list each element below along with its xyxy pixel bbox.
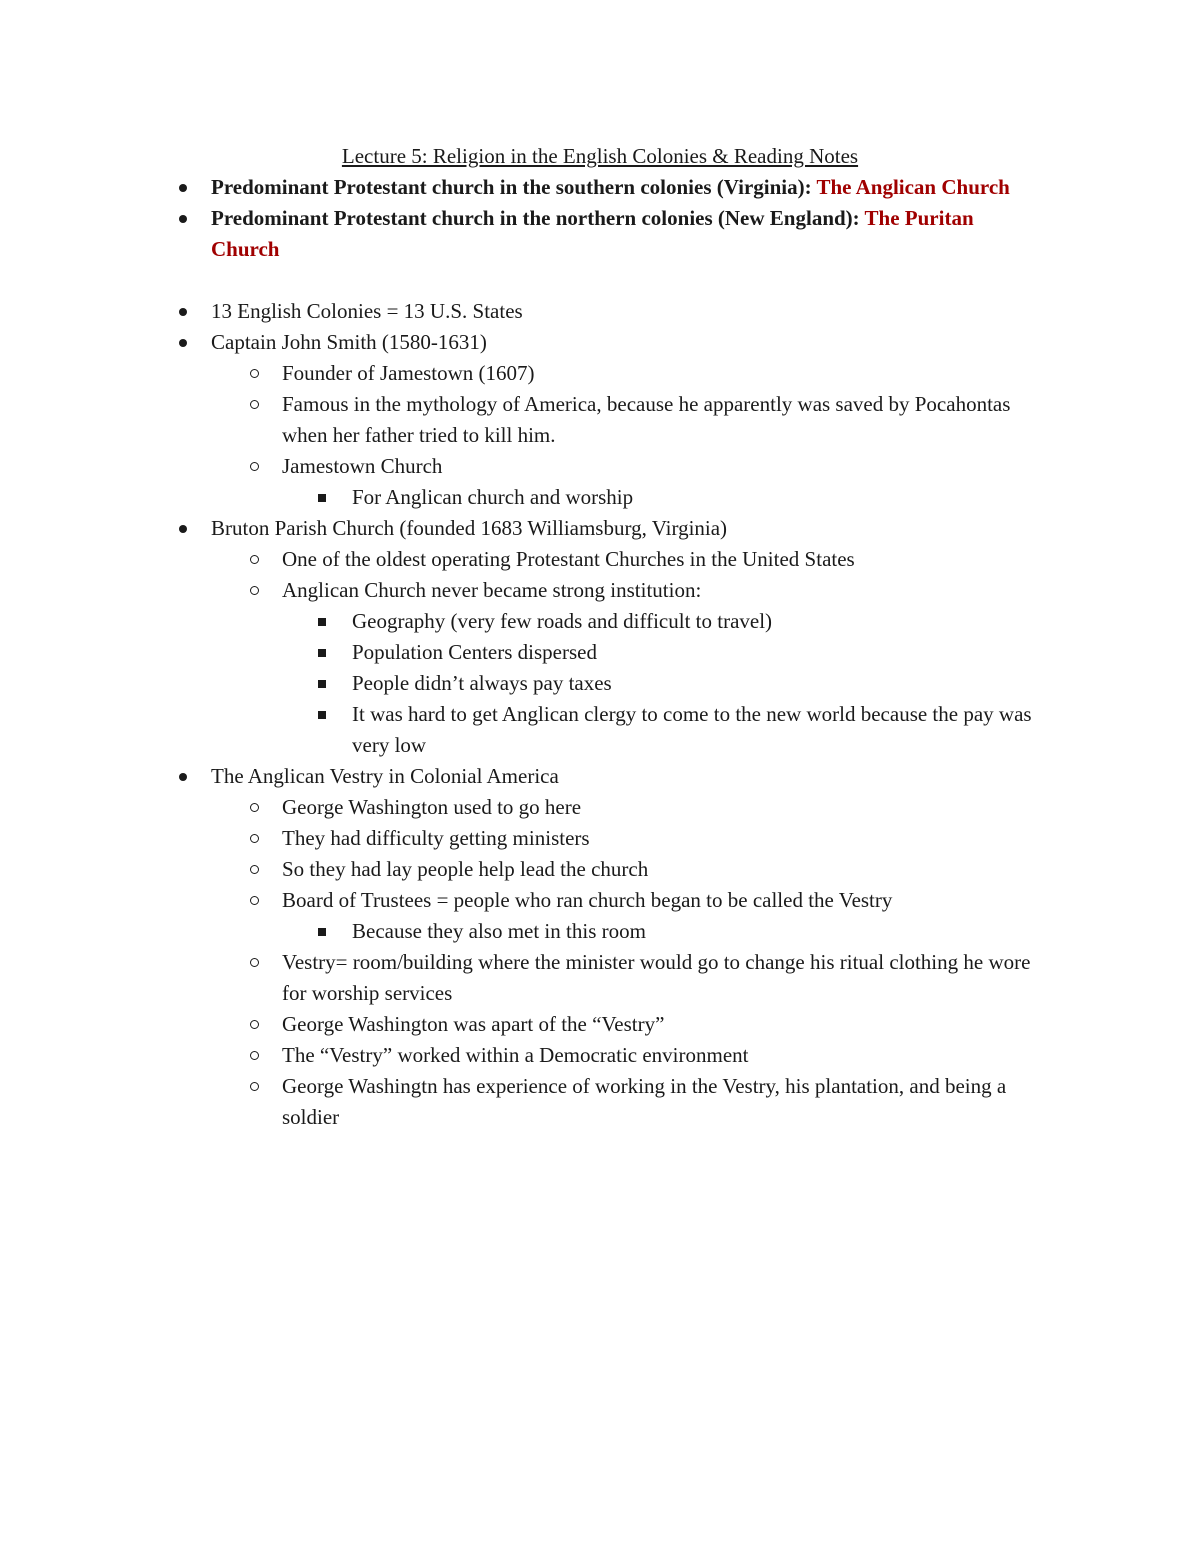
note-text: Population Centers dispersed	[352, 640, 597, 664]
note-text: It was hard to get Anglican clergy to come to the new world because the pay was very low	[352, 702, 1032, 757]
note-text: Vestry= room/building where the minister would go to change his ritual clothing he wore for worship services	[282, 950, 1031, 1005]
note-text: So they had lay people help lead the church	[282, 857, 649, 881]
square-bullet-icon	[318, 637, 326, 668]
note-text: People didn’t always pay taxes	[352, 671, 612, 695]
hollow-bullet-icon	[250, 1071, 259, 1102]
list-item	[0, 358, 1044, 389]
list-item	[0, 854, 1044, 885]
hollow-bullet-icon	[250, 451, 259, 482]
list-item	[0, 544, 1044, 575]
note-text: Captain John Smith (1580-1631)	[211, 330, 487, 354]
note-text: Board of Trustees = people who ran church began to be called the Vestry	[282, 888, 893, 912]
hollow-bullet-icon	[250, 575, 259, 606]
list-item	[0, 606, 1042, 637]
list-item	[0, 575, 1044, 606]
hollow-bullet-icon	[250, 358, 259, 389]
list-item	[0, 1009, 1044, 1040]
key-point-answer: The Anglican Church	[816, 175, 1010, 199]
filled-bullet-icon	[179, 513, 187, 544]
list-item	[0, 668, 1042, 699]
note-text: George Washingtn has experience of working in the Vestry, his plantation, and being a soldier	[282, 1074, 1007, 1129]
note-text: Founder of Jamestown (1607)	[282, 361, 535, 385]
note-text: They had difficulty getting ministers	[282, 826, 590, 850]
hollow-bullet-icon	[250, 792, 259, 823]
list-item	[0, 203, 1041, 265]
filled-bullet-icon	[179, 327, 187, 358]
list-item	[0, 885, 1044, 916]
note-text: The “Vestry” worked within a Democratic environment	[282, 1043, 749, 1067]
note-text: The Anglican Vestry in Colonial America	[211, 764, 559, 788]
square-bullet-icon	[318, 916, 326, 947]
hollow-bullet-icon	[250, 823, 259, 854]
note-text: 13 English Colonies = 13 U.S. States	[211, 299, 523, 323]
list-item	[0, 389, 1044, 451]
note-text: George Washington was apart of the “Vestry”	[282, 1012, 665, 1036]
note-text: One of the oldest operating Protestant Churches in the United States	[282, 547, 855, 571]
note-text: Anglican Church never became strong institution:	[282, 578, 702, 602]
hollow-bullet-icon	[250, 947, 259, 978]
list-item	[0, 637, 1042, 668]
list-item	[0, 172, 1041, 203]
list-item	[0, 451, 1044, 482]
key-point-answer: The Puritan Church	[211, 206, 974, 261]
list-item	[0, 792, 1044, 823]
note-text: George Washington used to go here	[282, 795, 582, 819]
hollow-bullet-icon	[250, 1040, 259, 1071]
list-item	[0, 947, 1044, 1009]
hollow-bullet-icon	[250, 885, 259, 916]
filled-bullet-icon	[179, 203, 187, 234]
square-bullet-icon	[318, 699, 326, 730]
list-item	[0, 699, 1042, 761]
key-point-label: Predominant Protestant church in the northern colonies (New England):	[211, 206, 865, 230]
key-point-label: Predominant Protestant church in the southern colonies (Virginia):	[211, 175, 817, 199]
note-text: Because they also met in this room	[352, 919, 646, 943]
list-item	[0, 823, 1044, 854]
hollow-bullet-icon	[250, 854, 259, 885]
blank-line	[0, 265, 1200, 296]
filled-bullet-icon	[179, 761, 187, 792]
list-item	[0, 482, 1042, 513]
filled-bullet-icon	[179, 172, 187, 203]
square-bullet-icon	[318, 606, 326, 637]
hollow-bullet-icon	[250, 1009, 259, 1040]
square-bullet-icon	[318, 482, 326, 513]
note-text: Bruton Parish Church (founded 1683 Williamsburg, Virginia)	[211, 516, 728, 540]
page-title: Lecture 5: Religion in the English Colonies & Reading Notes	[341, 144, 859, 168]
list-item	[0, 916, 1042, 947]
note-text: Famous in the mythology of America, because he apparently was saved by Pocahontas when her father tried to kill him.	[282, 392, 1011, 447]
notes-list	[0, 172, 1200, 1133]
list-item	[0, 296, 1041, 327]
note-text: Jamestown Church	[282, 454, 443, 478]
list-item	[0, 513, 1041, 544]
list-item	[0, 1040, 1044, 1071]
list-item	[0, 761, 1041, 792]
square-bullet-icon	[318, 668, 326, 699]
note-text: Geography (very few roads and difficult to travel)	[352, 609, 773, 633]
list-item	[0, 1071, 1044, 1133]
list-item	[0, 327, 1041, 358]
hollow-bullet-icon	[250, 389, 259, 420]
filled-bullet-icon	[179, 296, 187, 327]
note-text: For Anglican church and worship	[352, 485, 634, 509]
hollow-bullet-icon	[250, 544, 259, 575]
